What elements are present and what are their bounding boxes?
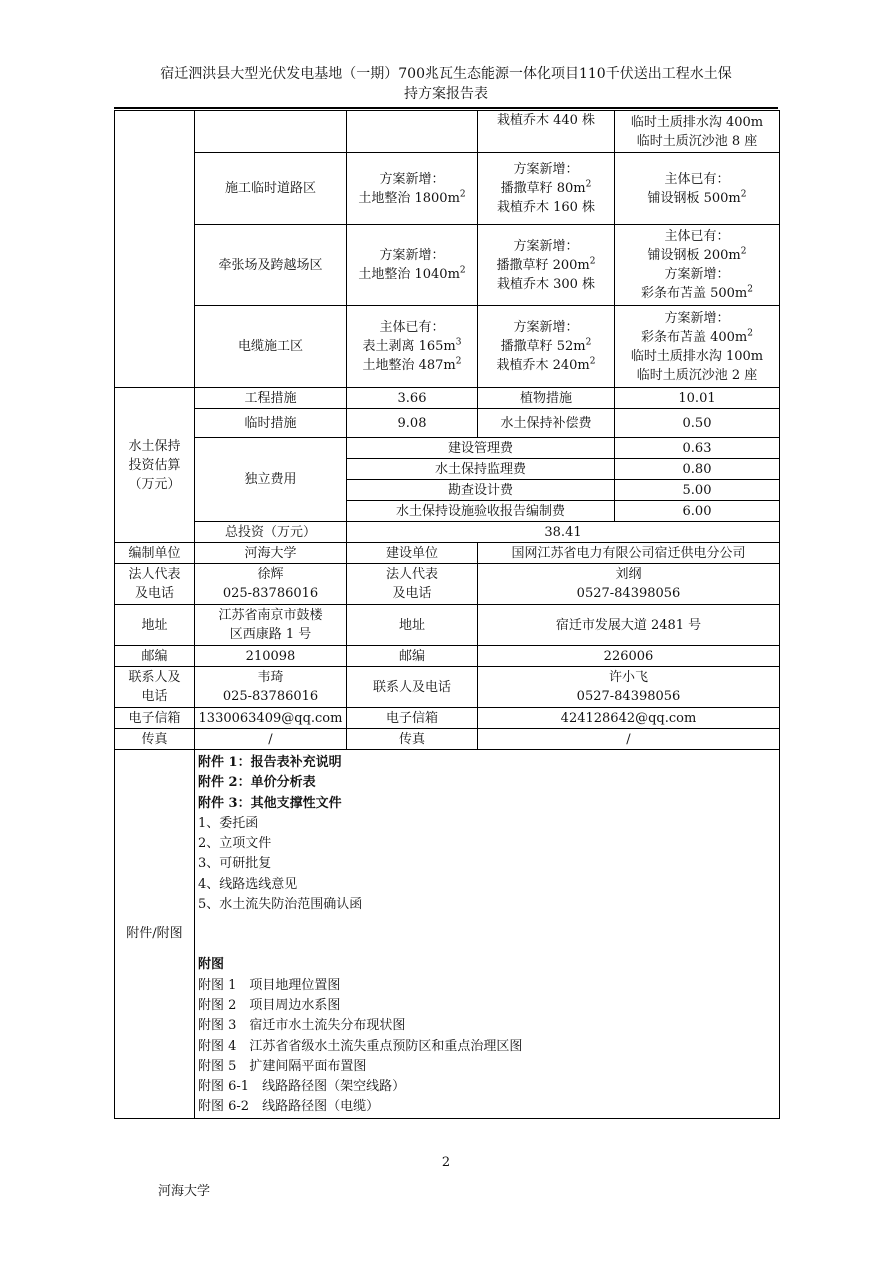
measure-row-pull bbox=[115, 225, 780, 306]
legal-b: 刘纲 0527-84398056 bbox=[478, 564, 780, 605]
eng-label: 工程措施 bbox=[195, 388, 347, 409]
email-row bbox=[115, 708, 780, 729]
build-unit: 国网江苏省电力有限公司宿迁供电分公司 bbox=[478, 543, 780, 564]
address-row bbox=[115, 605, 780, 646]
figure-item: 附图 5 扩建间隔平面布置图 bbox=[198, 1058, 367, 1074]
fax-label-b: 传真 bbox=[347, 729, 478, 750]
indep-item-name: 建设管理费 bbox=[347, 438, 615, 459]
eng-measure-cell: 主体已有： 表土剥离 $165m^3$ 土地整治 $487m^2$ bbox=[347, 306, 478, 388]
cell-empty bbox=[195, 111, 347, 153]
page-number: 2 bbox=[441, 1155, 451, 1170]
fax-a: / bbox=[195, 729, 347, 750]
header-rule bbox=[114, 107, 778, 109]
temp-measure-cell: 临时土质排水沟 400m 临时土质沉沙池 8 座 bbox=[615, 111, 780, 153]
total-label: 总投资（万元） bbox=[195, 522, 347, 543]
contact-a: 韦琦 025-83786016 bbox=[195, 667, 347, 708]
prep-unit-label: 编制单位 bbox=[115, 543, 195, 564]
report-table bbox=[114, 110, 780, 1119]
indep-row bbox=[115, 438, 780, 459]
plant-measure-cell: 栽植乔木 440 株 bbox=[478, 111, 615, 153]
indep-item-value: 0.63 bbox=[615, 438, 780, 459]
indep-item-value: 0.80 bbox=[615, 459, 780, 480]
contact-label: 联系人及 电话 bbox=[115, 667, 195, 708]
eng-measure-cell: 方案新增： 土地整治 $1040m^2$ bbox=[347, 225, 478, 306]
plant-measure-cell: 方案新增： 播撒草籽 $200m^2$ 栽植乔木 300 株 bbox=[478, 225, 615, 306]
temp-value: 9.08 bbox=[347, 409, 478, 438]
spacer bbox=[198, 915, 777, 955]
figure-item: 附图 6-2 线路路径图（电缆） bbox=[198, 1099, 380, 1115]
header-line-2: 持方案报告表 bbox=[404, 86, 488, 102]
zip-label: 邮编 bbox=[115, 646, 195, 667]
file-item: 1、委托函 bbox=[198, 815, 259, 831]
area-name: 电缆施工区 bbox=[195, 306, 347, 388]
email-a: 1330063409@qq.com bbox=[195, 708, 347, 729]
indep-item-name: 勘查设计费 bbox=[347, 480, 615, 501]
comp-label: 水土保持补偿费 bbox=[478, 409, 615, 438]
eng-value: 3.66 bbox=[347, 388, 478, 409]
legal-row bbox=[115, 564, 780, 605]
measure-row-continued bbox=[115, 111, 780, 153]
legal-a: 徐辉 025-83786016 bbox=[195, 564, 347, 605]
measure-row-road bbox=[115, 153, 780, 225]
indep-item-name: 水土保持设施验收报告编制费 bbox=[347, 501, 615, 522]
contact-label-b: 联系人及电话 bbox=[347, 667, 478, 708]
zip-label-b: 邮编 bbox=[347, 646, 478, 667]
attachment-item: 附件 2：单价分析表 bbox=[198, 775, 316, 791]
attachments-label: 附件/附图 bbox=[115, 750, 195, 1119]
indep-item-name: 水土保持监理费 bbox=[347, 459, 615, 480]
temp-label: 临时措施 bbox=[195, 409, 347, 438]
comp-value: 0.50 bbox=[615, 409, 780, 438]
figure-item: 附图 3 宿迁市水土流失分布现状图 bbox=[198, 1018, 406, 1034]
plant-label: 植物措施 bbox=[478, 388, 615, 409]
measure-row-cable bbox=[115, 306, 780, 388]
plant-measure-cell: 方案新增： 播撒草籽 $80m^2$ 栽植乔木 160 株 bbox=[478, 153, 615, 225]
area-name: 牵张场及跨越场区 bbox=[195, 225, 347, 306]
unit-row bbox=[115, 543, 780, 564]
total-row bbox=[115, 522, 780, 543]
email-label: 电子信箱 bbox=[115, 708, 195, 729]
fax-row bbox=[115, 729, 780, 750]
measure-section-label bbox=[115, 111, 195, 388]
indep-item-value: 5.00 bbox=[615, 480, 780, 501]
total-value: 38.41 bbox=[347, 522, 780, 543]
addr-a: 江苏省南京市鼓楼 区西康路 1 号 bbox=[195, 605, 347, 646]
attachments-row bbox=[115, 750, 780, 1119]
addr-label: 地址 bbox=[115, 605, 195, 646]
invest-row-eng bbox=[115, 388, 780, 409]
attachments-list bbox=[195, 750, 780, 1119]
footer-org: 河海大学 bbox=[158, 1184, 211, 1199]
file-item: 4、线路选线意见 bbox=[198, 876, 298, 892]
figure-item: 附图 2 项目周边水系图 bbox=[198, 997, 341, 1013]
legal-label: 法人代表 及电话 bbox=[115, 564, 195, 605]
invest-label: 水土保持 投资估算 （万元） bbox=[115, 388, 195, 543]
addr-b: 宿迁市发展大道 2481 号 bbox=[478, 605, 780, 646]
attachment-item: 附件 3：其他支撑性文件 bbox=[198, 795, 342, 811]
figures-title: 附图 bbox=[198, 957, 225, 973]
indep-label: 独立费用 bbox=[195, 438, 347, 522]
addr-label-b: 地址 bbox=[347, 605, 478, 646]
zip-a: 210098 bbox=[195, 646, 347, 667]
plant-measure-cell: 方案新增： 播撒草籽 $52m^2$ 栽植乔木 $240m^2$ bbox=[478, 306, 615, 388]
file-item: 3、可研批复 bbox=[198, 856, 272, 872]
prep-unit: 河海大学 bbox=[195, 543, 347, 564]
eng-measure-cell: 方案新增： 土地整治 $1800m^2$ bbox=[347, 153, 478, 225]
temp-measure-cell: 方案新增： 彩条布苫盖 $400m^2$ 临时土质排水沟 100m 临时土质沉沙池 2 座 bbox=[615, 306, 780, 388]
temp-measure-cell: 主体已有： 铺设钢板 $500m^2$ bbox=[615, 153, 780, 225]
plant-value: 10.01 bbox=[615, 388, 780, 409]
area-name: 施工临时道路区 bbox=[195, 153, 347, 225]
figure-item: 附图 6-1 线路路径图（架空线路） bbox=[198, 1079, 406, 1095]
header-line-1: 宿迁泗洪县大型光伏发电基地（一期）700兆瓦生态能源一体化项目110千伏送出工程水土保 bbox=[160, 66, 732, 82]
attachment-item: 附件 1：报告表补充说明 bbox=[198, 755, 342, 770]
build-unit-label: 建设单位 bbox=[347, 543, 478, 564]
cell-empty bbox=[347, 111, 478, 153]
email-label-b: 电子信箱 bbox=[347, 708, 478, 729]
zip-b: 226006 bbox=[478, 646, 780, 667]
legal-label-b: 法人代表 及电话 bbox=[347, 564, 478, 605]
figure-item: 附图 4 江苏省省级水土流失重点预防区和重点治理区图 bbox=[198, 1038, 523, 1054]
report-header bbox=[110, 64, 782, 104]
file-item: 2、立项文件 bbox=[198, 836, 272, 852]
contact-row bbox=[115, 667, 780, 708]
invest-row-temp bbox=[115, 409, 780, 438]
temp-measure-cell: 主体已有： 铺设钢板 $200m^2$ 方案新增： 彩条布苫盖 $500m^2$ bbox=[615, 225, 780, 306]
indep-item-value: 6.00 bbox=[615, 501, 780, 522]
fax-b: / bbox=[478, 729, 780, 750]
fax-label: 传真 bbox=[115, 729, 195, 750]
figure-item: 附图 1 项目地理位置图 bbox=[198, 977, 341, 993]
zip-row bbox=[115, 646, 780, 667]
contact-b: 许小飞 0527-84398056 bbox=[478, 667, 780, 708]
file-item: 5、水土流失防治范围确认函 bbox=[198, 897, 363, 913]
email-b: 424128642@qq.com bbox=[478, 708, 780, 729]
